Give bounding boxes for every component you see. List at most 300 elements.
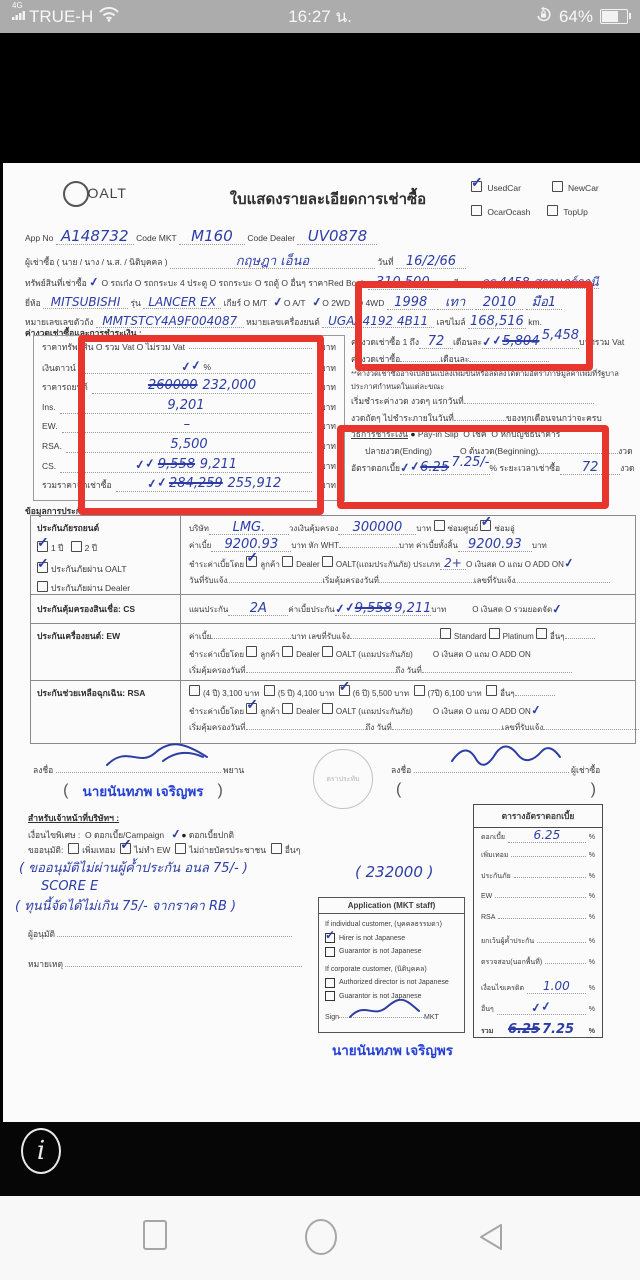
paren: (	[63, 782, 69, 799]
unit: บาท	[320, 342, 336, 352]
rsa-4yr-label: (4 ปี) 3,100 บาท	[203, 689, 260, 698]
mkt-sign-label: Sign	[325, 1014, 340, 1022]
rsa-payer-dealer-label: Dealer	[296, 707, 320, 716]
ew-payer-dealer-label: Dealer	[296, 650, 320, 659]
rate-table-row	[481, 979, 595, 1001]
topup-checkbox	[547, 205, 558, 216]
row-label: RSA	[481, 914, 496, 921]
insurance-section-title: ข้อมูลการประกัน :	[25, 506, 92, 516]
rsa-5yr-checkbox	[264, 685, 275, 696]
ew-start-label: เริ่มคุ้มครองวันที่	[189, 666, 246, 675]
term-unit: งวด	[620, 462, 635, 473]
pct: %	[588, 959, 595, 966]
rsa-pay-label: ชำระค่าเบี้ยโดย	[189, 707, 245, 716]
cc-value: 1998	[394, 295, 428, 310]
pen-tick: ✓	[551, 601, 564, 617]
hirer-not-japanese-label: Hirer is not Japanese	[339, 934, 406, 942]
guarantor-not-japanese-checkbox	[325, 947, 335, 957]
gear-at: O A/T	[283, 298, 306, 308]
row-label: อื่นๆ	[481, 1006, 494, 1013]
total-new: 7.25	[542, 1021, 575, 1037]
hirer-sign-label: ผู้เช่าซื้อ	[570, 765, 601, 775]
premium-value: 9200.93	[224, 537, 279, 552]
motor-insurance-row	[31, 516, 635, 594]
code-dealer-value: UV0878	[307, 227, 368, 245]
witness-label: พยาน	[222, 765, 245, 775]
pen-tick: ✓	[529, 702, 542, 718]
brand-value: MITSUBISHI	[50, 295, 121, 309]
coverage-label: วงเงินคุ้มครอง	[288, 524, 339, 533]
row-label: ยกเว้นผู้ค้ำประกัน	[481, 937, 535, 945]
asset-line	[25, 275, 635, 290]
cheque-label: O เช็ค	[463, 429, 487, 440]
redbook-label: ราคาRed Book	[308, 278, 366, 288]
baht: บาท	[416, 524, 432, 533]
pen-tick: ✓✓	[481, 332, 504, 350]
hand-value: มือ1	[531, 295, 557, 310]
total-row	[42, 474, 336, 497]
no-ew-label: ไม่ทำ EW	[134, 845, 171, 855]
2yr-checkbox	[71, 541, 82, 552]
hirer-sign-block	[391, 763, 626, 799]
rate-table-row	[481, 871, 595, 893]
pct: %	[588, 851, 595, 859]
interest-rate-table	[473, 804, 603, 1038]
approver-label: ผู้อนุมัติ	[28, 929, 56, 939]
ngud-label: งวด	[618, 445, 633, 456]
rate-table-row	[481, 936, 595, 958]
rotation-lock-icon	[535, 6, 552, 28]
hirer-line	[25, 255, 625, 269]
usedcar-checkbox	[471, 181, 482, 192]
mileage-label: เลขไมล์	[436, 317, 466, 327]
corp-guarantor-not-japanese-label: Guarantor is not Japanese	[339, 992, 422, 1000]
individual-header: If individual customer, (บุคคลธรรมดา)	[325, 921, 442, 929]
ew-label: EW.	[42, 421, 58, 432]
inst2-label: ค่างวดเช่าซื้อ	[351, 353, 401, 364]
cs-old: 9,558	[157, 456, 196, 472]
cs-plan-label: แผนประกัน	[189, 604, 229, 614]
pct: %	[588, 937, 595, 945]
rsa-payer-oalt-label: OALT (แถมประกันภัย)	[335, 707, 413, 716]
director-not-japanese-checkbox	[325, 978, 335, 988]
car-type-checkboxes	[471, 181, 599, 193]
ocarocash-checkbox	[471, 205, 482, 216]
cs-plan-value: 2A	[249, 601, 267, 616]
unit: บาท	[320, 401, 336, 412]
engine-label: หมายเลขเครื่องยนต์	[246, 317, 320, 327]
inst-months: 72	[427, 334, 445, 349]
pen-tick: ✓	[562, 555, 575, 571]
engine-value: UGAA4192 4B11	[328, 314, 429, 328]
pen-tick: ✓✓	[399, 458, 422, 475]
plate-value: กร 4458 สุราษฎร์ธานี	[481, 275, 599, 289]
rate-table-row	[481, 828, 595, 850]
rsa-payer-dealer-checkbox	[282, 703, 293, 714]
recents-button[interactable]	[141, 1218, 171, 1252]
ew-options: O เงินสด O แถม O ADD ON	[432, 650, 531, 659]
ew-pay-label: ชำระค่าเบี้ยโดย	[189, 650, 245, 659]
ins-value: 9,201	[167, 397, 205, 413]
rsa-options: O เงินสด O แถม O ADD ON	[432, 707, 531, 716]
rate-old: 6.25	[420, 459, 450, 475]
baht: บาท	[431, 604, 447, 614]
premium-label: ค่าเบี้ย	[189, 541, 212, 550]
plate-label: ทะเบียนรถ	[440, 278, 480, 288]
ew-to-label: ถึง วันที่	[395, 666, 422, 675]
rate-table-row	[481, 893, 595, 915]
first-due-row	[351, 394, 637, 411]
rate-table-row	[481, 1000, 595, 1022]
unit: บาท	[320, 460, 336, 471]
form-title: ใบแสดงรายละเอียดการเช่าซื้อ	[229, 191, 427, 208]
year-value: 2010	[482, 295, 517, 310]
cs-insurance-row	[31, 594, 635, 623]
mkt-name-stamp: นายนันทภพ เจริญพร	[331, 1043, 454, 1058]
rate-pct: %	[489, 462, 498, 473]
asset-options: O รถเก๋ง O รถกระบะ 4 ประตู O รถกระบะ O รถตู้ O อื่นๆ	[101, 278, 306, 288]
pct: %	[588, 892, 595, 900]
cs-premium-label: ค่าเบี้ยประกัน	[288, 604, 335, 614]
redbook-value: 310,500	[375, 275, 430, 290]
downpayment-row	[42, 357, 336, 380]
method-label: วิธีการชำระเงิน	[351, 429, 408, 440]
wht-label: บาท หัก WHT	[291, 541, 339, 550]
coverage-value: 300000	[352, 520, 403, 535]
ew-payer-dealer-checkbox	[282, 646, 293, 657]
ew-payer-customer-label: ลูกค้า	[260, 650, 280, 659]
pct: %	[588, 873, 595, 880]
km-label: km.	[528, 317, 542, 327]
rsa-4yr-checkbox	[189, 685, 200, 696]
cs-new: 9,211	[199, 456, 238, 472]
next-label: งวดถัดๆ ไปชำระภายในวันที่	[351, 412, 454, 423]
car-type-checkboxes2	[471, 205, 588, 217]
mkt-label: MKT	[424, 1014, 439, 1022]
vehicle-line	[25, 295, 635, 310]
model-value: LANCER EX	[148, 295, 217, 309]
special-condition-line: เงื่อนไขพิเศษ : O ดอกเบี้ย/Campaign ✓● ดอกเบี้ยปกติ	[28, 826, 234, 842]
cond-normal: ดอกเบี้ยปกติ	[188, 830, 234, 840]
carprice-label: ราคารถยนต์	[42, 382, 88, 393]
ew-row	[42, 418, 336, 438]
pct: %	[588, 1027, 595, 1035]
mileage-value: 168,516	[470, 314, 524, 329]
bottom-black-band	[0, 1122, 640, 1196]
vat-note-2: ประกาศกำหนดในแต่ละขณะ	[351, 382, 445, 392]
pen-tick: ✓✓	[180, 357, 202, 374]
payer-customer-label: ลูกค้า	[260, 560, 280, 569]
unit: บาท	[320, 362, 336, 373]
2yr-label: 2 ปี	[84, 543, 98, 553]
hirer-signature-scribble	[446, 739, 566, 769]
rsa-insurance-row	[31, 680, 635, 743]
corporate-header: If corporate customer, (นิติบุคคล)	[325, 965, 427, 973]
motor-detail-cell	[181, 516, 635, 594]
car-price-row	[42, 379, 336, 399]
price-label: ราคาทรัพย์สิน O รวม Vat O ไม่รวม Vat	[42, 342, 185, 352]
sign-label: ลงชื่อ	[33, 765, 54, 775]
motor-pay-options: O เงินสด O แถม O ADD ON	[465, 560, 564, 569]
paren: )	[217, 782, 223, 799]
gear-label: เกียร์ O M/T	[223, 298, 268, 308]
rsa-start-label: เริ่มคุ้มครองวันที่	[189, 723, 246, 732]
battery-percent: 64%	[558, 6, 593, 26]
sign-label: ลงชื่อ	[391, 765, 412, 775]
motor-title: ประกันภัยรถยนต์	[37, 523, 100, 533]
ew-premium-label: ค่าเบี้ย	[189, 632, 212, 641]
rsa-to-label: ถึง วันที่	[365, 723, 392, 732]
approve-label: ขออนุมัติ:	[28, 845, 64, 855]
row-value: 1.00	[543, 978, 570, 993]
cs-label: CS.	[42, 460, 57, 471]
rsa-value: 5,500	[170, 436, 208, 452]
inst2-per: เดือนละ	[440, 353, 470, 364]
amount-handwritten: ( 232000 )	[355, 863, 434, 881]
remark-label: หมายเหตุ	[28, 959, 63, 969]
payin-radio-filled: ●	[410, 429, 416, 440]
pct: %	[588, 834, 595, 841]
application-title: Application (MKT staff)	[319, 898, 464, 914]
rsa-6yr-label: (6 ปี) 5,500 บาท	[352, 689, 410, 698]
unit: บาท	[320, 382, 336, 393]
pct: %	[588, 984, 595, 992]
row-label: เพิ่มเทอม	[481, 851, 509, 859]
app-no-value: A148732	[60, 227, 129, 245]
type-label: ประเภท	[413, 560, 440, 569]
via-dealer-checkbox	[37, 581, 48, 592]
cs-options: O เงินสด O รวมยอดจัด	[472, 604, 553, 614]
motor-label-cell	[31, 516, 181, 594]
witness-sign-block	[33, 763, 293, 802]
rsa-detail-cell	[181, 681, 640, 743]
battery-icon	[600, 9, 628, 24]
installment-row2	[351, 352, 637, 369]
witness-name-stamp: นายนันทภพ เจริญพร	[82, 784, 204, 799]
rsa-payer-customer-checkbox	[246, 703, 257, 714]
payment-left-box	[33, 335, 345, 501]
director-not-japanese-label: Authorized director is not Japanese	[339, 979, 449, 987]
ew-payer-customer-checkbox	[246, 646, 257, 657]
rsa-claim-label: เลขที่รับแจ้ง	[501, 723, 544, 732]
code-mkt-value: M160	[191, 227, 233, 245]
approver-line	[28, 927, 292, 941]
pen-tick: ✓	[88, 274, 101, 290]
ew-other-label: อื่นๆ	[549, 632, 565, 641]
cs-row	[42, 455, 336, 478]
rate-table-row	[481, 850, 595, 872]
row-label: เงื่อนไขเครดิต	[481, 984, 525, 992]
first-label: เริ่มชำระค่างวด งวดๆ แรกวันที่	[351, 396, 464, 407]
next-due-row	[351, 411, 637, 428]
cs-title: ประกันคุ้มครองสินเชื่อ: CS	[31, 595, 181, 623]
pen-tick: ✓✓	[134, 455, 157, 472]
chassis-label: หมายเลขเลขตัวถัง	[25, 317, 94, 327]
newcar-label: NewCar	[568, 183, 599, 193]
ew-standard-label: Standard	[453, 632, 487, 641]
cs-detail-cell	[181, 595, 635, 623]
corp-guarantor-not-japanese-checkbox	[325, 991, 335, 1001]
app-no-label: App No	[25, 233, 54, 243]
paren: (	[396, 781, 402, 798]
unit: บาท	[320, 421, 336, 432]
other-checkbox	[271, 843, 282, 854]
company-label: บริษัท	[189, 524, 209, 533]
stamp-circle	[313, 749, 373, 809]
inst-old: 5,804	[502, 334, 540, 349]
row-label: ดอกเบี้ย	[481, 834, 505, 841]
beginning-label: O ต้นงวด(Beginning)	[459, 445, 539, 456]
percent: %	[203, 361, 211, 372]
row-label: ตรวจสอบ(นอกพื้นที่)	[481, 959, 543, 966]
staff-section-title: สำหรับเจ้าหน้าที่บริษัทฯ :	[28, 813, 120, 823]
rsa-title: ประกันช่วยเหลือฉุกเฉิน: RSA	[31, 681, 181, 743]
scanned-form	[3, 163, 640, 1122]
unit: บาท	[320, 440, 336, 451]
gear-4wd: O 4WD	[356, 298, 385, 308]
method-row	[351, 427, 637, 444]
date-label: วันที่	[377, 257, 394, 267]
application-mkt-box	[318, 897, 465, 1033]
price-row	[42, 340, 336, 360]
hirer-name: กฤษฎา เอ็นอ	[235, 254, 310, 269]
total-premium-value: 9200.93	[468, 537, 522, 552]
repair-center-checkbox	[434, 520, 445, 531]
back-button[interactable]	[477, 1222, 505, 1252]
info-icon[interactable]: i	[21, 1128, 61, 1174]
ew-claim-label: บาท เลขที่รับแจ้ง	[291, 632, 350, 641]
pen-tick: ✓✓	[145, 474, 168, 492]
claim-no-label: เลขที่รับแจ้ง	[473, 576, 516, 585]
pen-tick: ✓✓	[333, 599, 356, 617]
no-idcard-label: ไม่ถ่ายบัตรประชาชน	[189, 845, 267, 855]
no-ew-checkbox	[120, 843, 131, 854]
home-button[interactable]	[303, 1218, 339, 1256]
ew-value: –	[183, 417, 191, 433]
pct: %	[588, 914, 595, 921]
ins-row	[42, 399, 336, 419]
code-mkt-label: Code MKT	[136, 233, 177, 243]
rsa-other-checkbox	[486, 685, 497, 696]
ew-standard-checkbox	[440, 628, 451, 639]
paren: )	[590, 781, 596, 798]
clock: 16:27 น.	[288, 7, 352, 26]
staff-handwritten-2: ( ทุนนี้จัดได้ไม่เกิน 75/- จากราคา RB )	[15, 899, 237, 914]
repair-center-label: ซ่อมศูนย์	[447, 524, 479, 533]
ins-label: Ins.	[42, 401, 56, 412]
newcar-checkbox	[552, 181, 563, 192]
gear-2wd: O 2WD	[322, 298, 351, 308]
total-old: 284,259	[169, 476, 223, 492]
repair-garage-checkbox	[480, 520, 491, 531]
per-label: เดือนละ	[452, 337, 483, 347]
term-label: ระยะเวลาเช่าซื้อ	[499, 462, 561, 473]
1yr-label: 1 ปี	[51, 543, 64, 553]
cs-premium-old: 9,558	[354, 601, 392, 616]
old-price: 260000	[147, 378, 198, 394]
pen-tick: ✓	[310, 294, 323, 310]
rsa-other-label: อื่นๆ	[500, 689, 515, 698]
total-old: 6.25	[507, 1021, 541, 1037]
term-value: 72	[581, 459, 599, 475]
down-label: เงินดาวน์	[42, 362, 76, 373]
ew-platinum-checkbox	[489, 628, 500, 639]
add-term-checkbox	[68, 843, 79, 854]
stamp-label: ตราประทับ	[326, 775, 360, 783]
cond-label: เงื่อนไขพิเศษ :	[28, 830, 81, 840]
staff-handwritten-1: ( ขออนุมัติไม่ผ่านผู้ค้ำประกัน อนล 75/- )	[19, 861, 248, 876]
row-label: ประกันภัย	[481, 873, 511, 880]
pen-tick: ✓	[272, 294, 285, 310]
other-label: อื่นๆ	[284, 845, 301, 855]
status-right	[535, 6, 628, 28]
rsa-payer-customer-label: ลูกค้า	[260, 707, 280, 716]
installment-row	[351, 328, 637, 352]
rate-new: 7.25/-	[451, 454, 490, 470]
via-oalt-label: ประกันภัยผ่าน OALT	[51, 564, 127, 574]
via-dealer-label: ประกันภัยผ่าน Dealer	[51, 583, 131, 593]
approval-request-line	[28, 843, 300, 857]
unit: บาท	[320, 480, 336, 491]
total-label: รวม	[481, 1027, 494, 1035]
model-label: รุ่น	[130, 298, 141, 308]
baht: บาท	[531, 541, 547, 550]
pen-tick: ✓✓	[530, 998, 553, 1016]
rsa-7yr-checkbox	[414, 685, 425, 696]
rate-row	[351, 454, 637, 483]
rsa-payer-oalt-checkbox	[322, 703, 333, 714]
rate-label: อัตราดอกเบี้ย	[351, 462, 401, 473]
brand-label: ยี่ห้อ	[25, 298, 41, 308]
pay-by-label: ชำระค่าเบี้ยโดย	[189, 560, 245, 569]
pct: %	[588, 1006, 595, 1013]
payin-label: Pay-in Slip	[417, 429, 459, 440]
ew-payer-oalt-label: OALT (แถมประกันภัย)	[335, 650, 413, 659]
oalt-logo	[61, 179, 127, 209]
rsa-7yr-label: (7ปี) 6,100 บาท	[427, 689, 482, 698]
inst-label: ค่างวดเช่าซื้อ 1 ถึง	[351, 337, 419, 347]
company-value: LMG.	[232, 520, 266, 535]
score-handwritten: SCORE E	[41, 879, 99, 894]
vat-note-1: **ค่างวดเช่าซื้ออาจเปลี่ยนแปลงเพิ่มขึ้นหรือลดลงได้ตามอัตราภาษีมูลค่าเพิ่มที่รัฐบาล	[351, 369, 619, 379]
total-new: 255,912	[227, 476, 282, 492]
ew-platinum-label: Platinum	[502, 632, 534, 641]
payer-customer-checkbox	[246, 556, 257, 567]
hirer-not-japanese-checkbox	[325, 933, 335, 943]
chassis-value: MMTSTCY4A9F004087	[102, 314, 238, 328]
payer-oalt-label: OALT(แถมประกันภัย)	[335, 560, 411, 569]
asset-label: ทรัพย์สินที่เช่าซื้อ	[25, 278, 87, 288]
payer-dealer-checkbox	[282, 556, 293, 567]
ending-row	[351, 444, 637, 461]
android-nav-bar	[0, 1196, 640, 1280]
rsa-row	[42, 438, 336, 458]
mkt-sign-line	[325, 1011, 458, 1025]
witness-signature-scribble	[103, 741, 213, 769]
rate-table-total-row	[481, 1022, 595, 1044]
bank-label: O หักบัญชีธนาคาร	[491, 429, 561, 440]
ending-label: ปลายงวด(Ending)	[365, 445, 432, 456]
payer-dealer-label: Dealer	[296, 560, 320, 569]
date-value: 16/2/66	[405, 254, 457, 269]
guarantor-not-japanese-label: Guarantor is not Japanese	[339, 948, 422, 956]
payer-oalt-checkbox	[322, 556, 333, 567]
payment-right-column	[351, 328, 637, 483]
rate-table-row	[481, 914, 595, 936]
ocarocash-label: OcarOcash	[487, 207, 531, 217]
insurance-table	[30, 515, 636, 744]
inst-new: 5,458	[541, 328, 580, 343]
